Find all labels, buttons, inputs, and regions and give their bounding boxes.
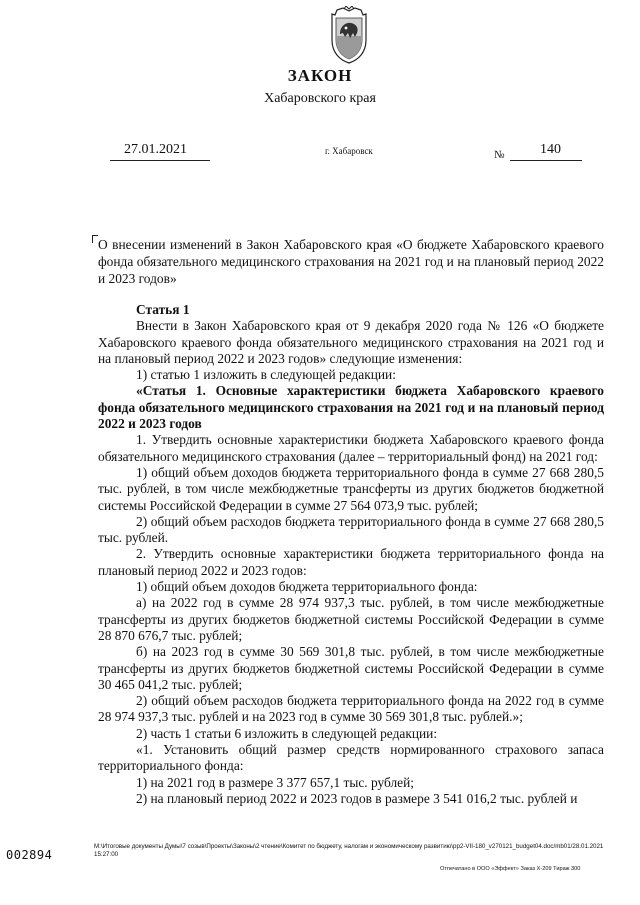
law-body xyxy=(98,302,604,807)
article-heading-quoted: «Статья 1. Основные характеристики бюджета Хабаровского краевого фонда обязательного медицинского страхования на 2021 год и на плановый период 2022 и 2023 годов xyxy=(98,383,604,432)
paragraph: 2) общий объем расходов бюджета территориального фонда в сумме 27 668 280,5 тыс. рублей. xyxy=(98,513,604,546)
footer-file-path: M:\Итоговые документы Думы\7 созыв\Проекты\Законы\2 чтение\Комитет по бюджету, налогам и экономическому развитию\pp2-VII-180_v270121_budget04.doc/mb01/28.01.2021 15:27:00 xyxy=(94,843,604,858)
law-number-label: № xyxy=(494,149,505,161)
paragraph: 2. Утвердить основные характеристики бюджета территориального фонда на плановый период 2022 и 2023 годов: xyxy=(98,546,604,578)
law-title: ЗАКОН xyxy=(287,66,353,85)
article-title: Статья 1 xyxy=(136,302,190,317)
paragraph: 2) общий объем расходов бюджета территориального фонда на 2022 год в сумме 28 974 937,3 тыс. рублей и на 2023 год в сумме 30 569 301,8 тыс. рублей.»; xyxy=(98,693,604,725)
paragraph: 2) на плановый период 2022 и 2023 годов в размере 3 541 016,2 тыс. рублей и xyxy=(136,790,578,806)
paragraph: «1. Установить общий размер средств нормированного страхового запаса территориального фонда: xyxy=(98,742,604,774)
date-underline xyxy=(110,160,210,161)
paragraph: 1) общий объем доходов бюджета территориального фонда: xyxy=(136,579,478,595)
law-date: 27.01.2021 xyxy=(124,142,187,157)
law-subtitle: Хабаровского края xyxy=(264,91,376,106)
paragraph: Внести в Закон Хабаровского края от 9 декабря 2020 года № 126 «О бюджете Хабаровского краевого фонда обязательного медицинского страхования на 2021 год и на плановый период 2022 и 2023 годов» следующие изменения: xyxy=(98,318,604,366)
stamp-number: 002894 xyxy=(6,848,53,862)
paragraph: 1) статью 1 изложить в следующей редакции: xyxy=(136,367,396,383)
number-underline xyxy=(510,160,582,161)
paragraph: б) на 2023 год в сумме 30 569 301,8 тыс. рублей, в том числе межбюджетные трансферты из других бюджетов бюджетной системы Российской Федерации в сумме 30 465 041,2 тыс. рублей; xyxy=(98,644,604,692)
paragraph: 1) на 2021 год в размере 3 377 657,1 тыс. рублей; xyxy=(136,774,414,790)
law-number: 140 xyxy=(540,142,561,157)
paragraph: 1) общий объем доходов бюджета территориального фонда в сумме 27 668 280,5 тыс. рублей, в том числе межбюджетные трансферты из других бюджетов бюджетной системы Российской Федерации в сумме 27 564 073,9 тыс. рублей; xyxy=(98,464,604,513)
law-city: г. Хабаровск xyxy=(325,146,373,156)
paragraph: а) на 2022 год в сумме 28 974 937,3 тыс. рублей, в том числе межбюджетные трансферты из других бюджетов бюджетной системы Российской Федерации в сумме 28 870 676,7 тыс. рублей; xyxy=(98,595,604,643)
footer-print-info: Отпечатано в ООО «Эффект» Заказ Х-209 Тираж 300 xyxy=(440,866,581,872)
paragraph: 1. Утвердить основные характеристики бюджета Хабаровского краевого фонда обязательного медицинского страхования (далее – территориальный фонд) на 2021 год: xyxy=(98,432,604,464)
paragraph: 2) часть 1 статьи 6 изложить в следующей редакции: xyxy=(136,725,438,741)
coat-of-arms-emblem xyxy=(326,6,372,64)
law-heading: О внесении изменений в Закон Хабаровского края «О бюджете Хабаровского краевого фонда обязательного медицинского страхования на 2021 год и на плановый период 2022 и 2023 годов» xyxy=(98,237,604,286)
